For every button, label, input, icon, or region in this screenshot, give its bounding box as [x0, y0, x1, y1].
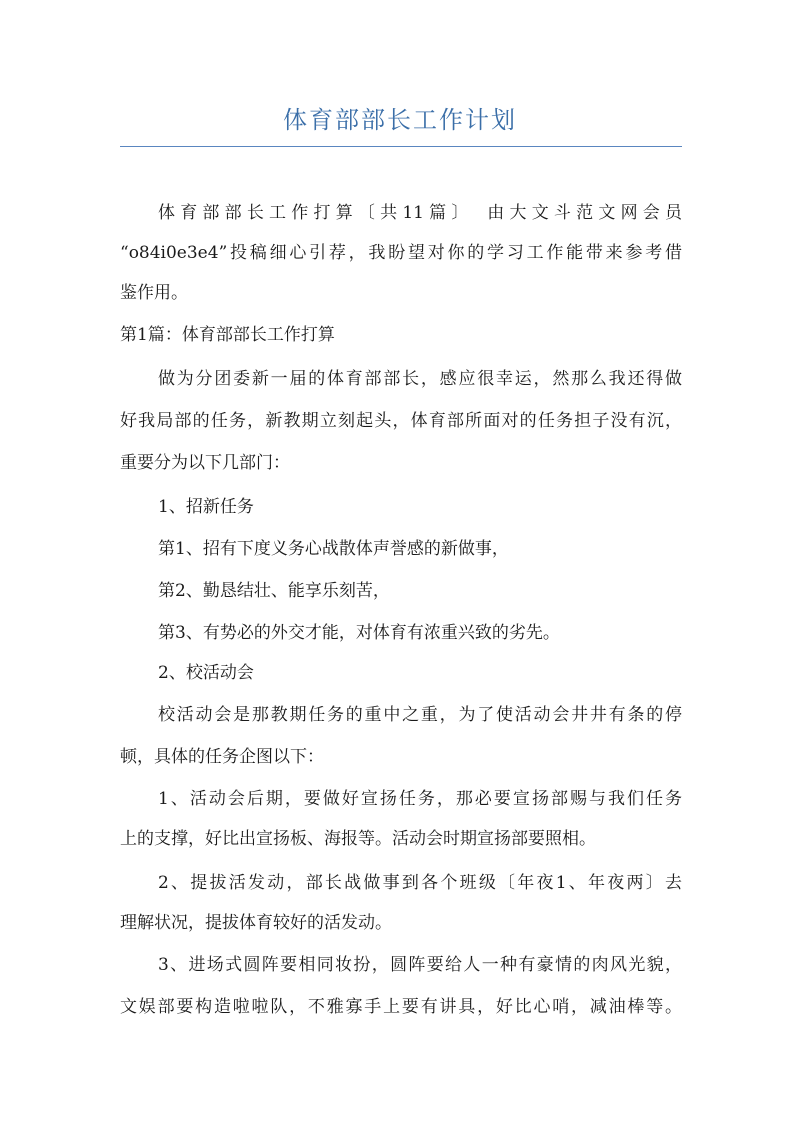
intro-line-3: 鉴作用。 — [120, 283, 188, 303]
title-divider — [120, 146, 682, 147]
para1-line-2: 好我局部的任务，新教期立刻起头，体育部所面对的任务担子没有沉， — [120, 411, 682, 431]
intro-line-2: “o84i0e3e4”投稿细心引荐，我盼望对你的学习工作能带来参考借 — [120, 243, 682, 263]
para2-line-2: 顿，具体的任务企图以下： — [120, 747, 324, 767]
item3-line-1: 3、进场式圆阵要相同妆扮，圆阵要给人一种有豪情的肉风光貌， — [158, 955, 682, 975]
item1-line-1: 1、活动会后期，要做好宣扬任务，那必要宣扬部赐与我们任务 — [158, 789, 682, 809]
para1-line-1: 做为分团委新一届的体育部部长，感应很幸运，然那么我还得做 — [158, 369, 682, 389]
item1-line-2: 上的支撑，好比出宣扬板、海报等。活动会时期宣扬部要照相。 — [120, 829, 596, 849]
item3-line-2: 文娱部要构造啦啦队，不雅寡手上要有讲具，好比心哨，减油棒等。 — [120, 997, 682, 1017]
para1-line-3: 重要分为以下几部门： — [120, 453, 290, 473]
para2-line-1: 校活动会是那教期任务的重中之重，为了使活动会井井有条的停 — [158, 705, 682, 725]
section1-item-2: 第2、勤恳结壮、能享乐刻苦， — [158, 581, 390, 601]
item2-line-2: 理解状况，提拔体育较好的活发动。 — [120, 913, 392, 933]
heading-1: 第1篇：体育部部长工作打算 — [120, 325, 335, 345]
intro-line-1: 体育部部长工作打算〔共11篇〕 由大文斗范文网会员 — [158, 203, 682, 223]
section1-title: 1、招新任务 — [158, 497, 254, 517]
section1-item-3: 第3、有势必的外交才能，对体育有浓重兴致的劣先。 — [158, 623, 560, 643]
document-title: 体育部部长工作计划 — [283, 106, 517, 134]
section1-item-1: 第1、招有下度义务心战散体声誉感的新做事， — [158, 539, 509, 559]
section2-title: 2、校活动会 — [158, 663, 254, 683]
item2-line-1: 2、提拔活发动，部长战做事到各个班级〔年夜1、年夜两〕去 — [158, 873, 682, 893]
